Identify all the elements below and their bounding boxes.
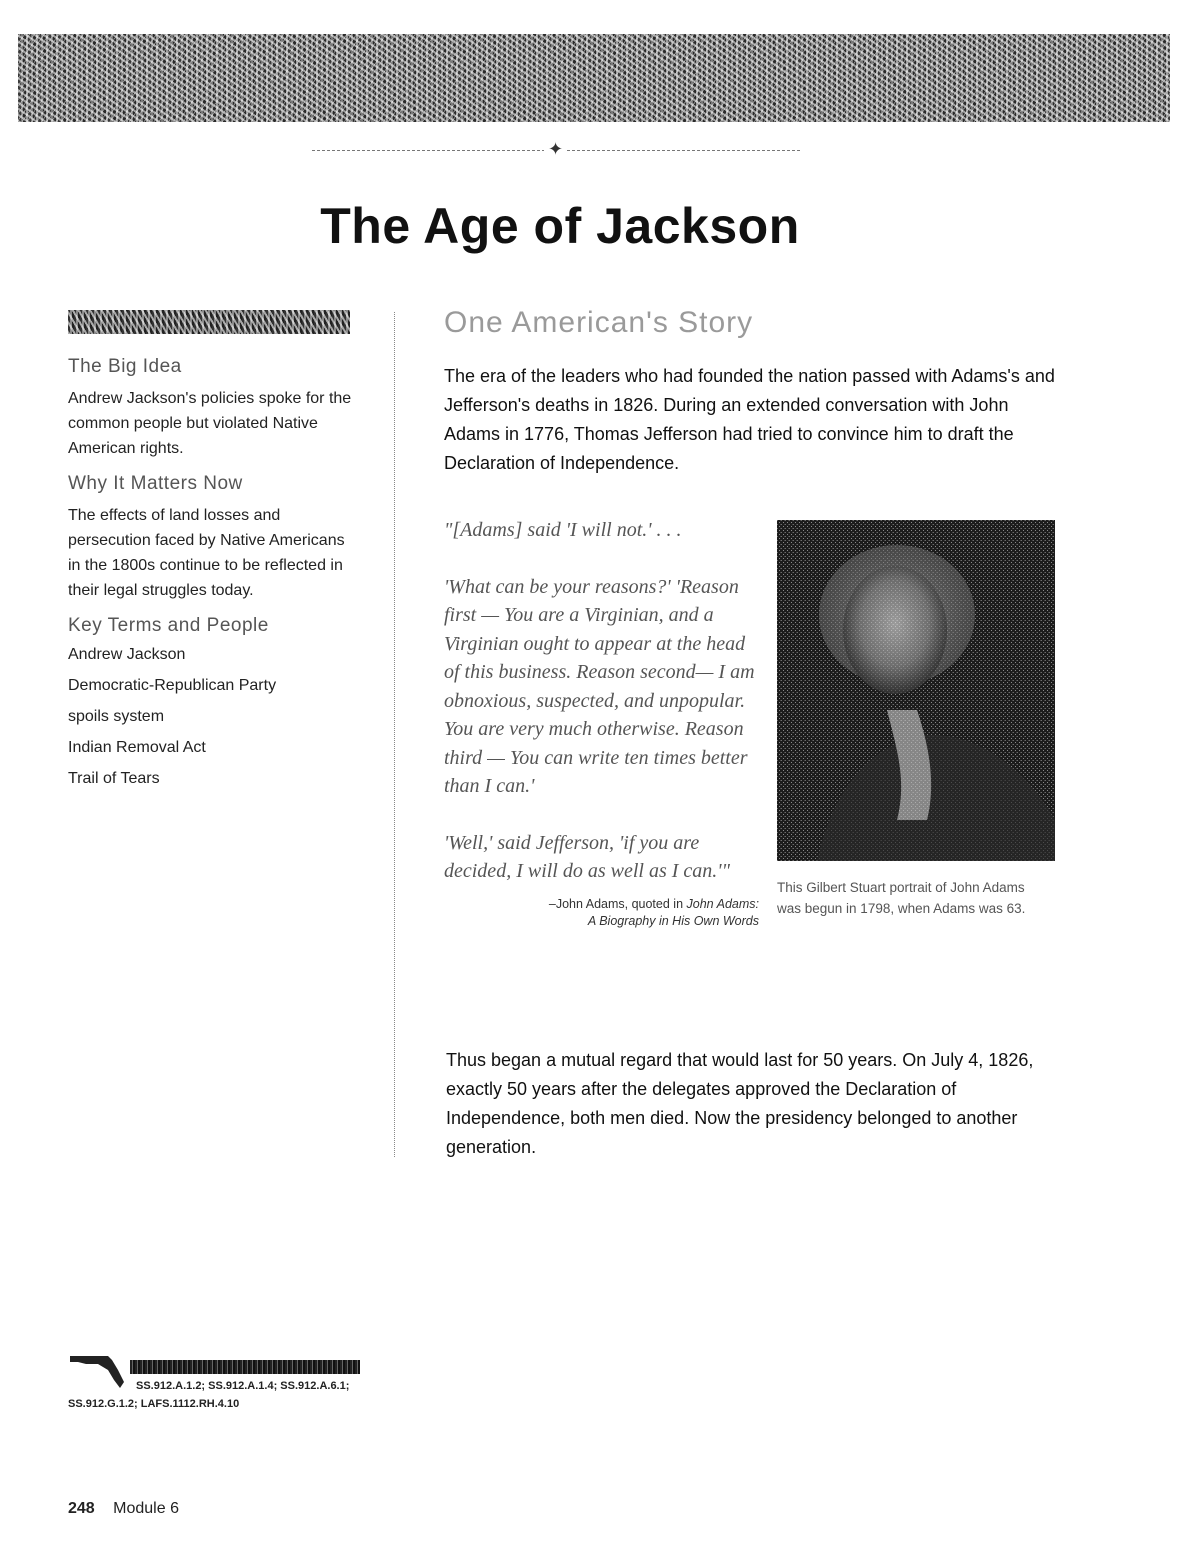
story-heading: One American's Story <box>444 306 754 339</box>
florida-icon <box>68 1350 128 1390</box>
page-footer <box>68 1500 179 1518</box>
closing-section <box>446 1046 1056 1162</box>
quote-paragraph: 'What can be your reasons?' 'Reason first — You are a Virginian, and a Virginian ought to appear at the head of this business. Reason second— I am obnoxious, suspected, and unpopular. You are very much otherwise. Reason third — You can write ten times better than I can.' <box>444 575 755 797</box>
quote-paragraph: "[Adams] said 'I will not.' . . . <box>444 519 682 541</box>
main-column <box>444 306 1064 478</box>
page-title: The Age of Jackson <box>320 197 800 254</box>
intro-paragraph: The era of the leaders who had founded the nation passed with Adams's and Jefferson's deaths in 1826. During an extended conversation with John Adams in 1776, Thomas Jefferson had tried to convince him to draft the Declaration of Independence. <box>444 366 1055 473</box>
portrait-image <box>777 520 1055 861</box>
quote-source-title: John Adams: <box>686 896 759 911</box>
top-banner <box>18 34 1170 122</box>
closing-paragraph: Thus began a mutual regard that would last for 50 years. On July 4, 1826, exactly 50 years after the delegates approved the Declaration of Independence, both men died. Now the presidency belonged to another generation. <box>446 1050 1034 1157</box>
key-term: Indian Removal Act <box>68 739 206 756</box>
quote-source-prefix: –John Adams, quoted in <box>548 896 687 911</box>
quote-source <box>444 896 759 930</box>
page-number: 248 <box>68 1500 95 1517</box>
big-idea-text: Andrew Jackson's policies spoke for the common people but violated Native American rights. <box>68 390 352 457</box>
sidebar <box>68 310 358 800</box>
key-term: Democratic-Republican Party <box>68 677 277 694</box>
portrait-caption: This Gilbert Stuart portrait of John Adams was begun in 1798, when Adams was 63. <box>777 880 1026 916</box>
key-terms-heading: Key Terms and People <box>68 615 269 636</box>
quote-paragraph: 'Well,' said Jefferson, 'if you are decided, I will do as well as I can.'" <box>444 831 730 882</box>
why-it-matters-text: The effects of land losses and persecution faced by Native Americans in the 1800s continue to be reflected in their legal struggles today. <box>68 507 345 599</box>
sidebar-header-bar <box>68 310 350 334</box>
key-term: Andrew Jackson <box>68 646 186 663</box>
standards-codes: SS.912.A.1.2; SS.912.A.1.4; SS.912.A.6.1; <box>136 1380 350 1392</box>
quote-block <box>444 516 759 930</box>
why-it-matters-heading: Why It Matters Now <box>68 473 243 494</box>
key-term: Trail of Tears <box>68 770 160 787</box>
quote-source-title: A Biography in His Own Words <box>587 913 759 928</box>
key-term: spoils system <box>68 708 165 725</box>
column-divider <box>394 312 395 1157</box>
standards-codes: SS.912.G.1.2; LAFS.1112.RH.4.10 <box>68 1398 240 1410</box>
key-terms-list <box>68 645 358 789</box>
standards-bar <box>130 1360 360 1374</box>
star-icon: ✦ <box>544 140 567 158</box>
module-label: Module 6 <box>113 1500 179 1517</box>
big-idea-heading: The Big Idea <box>68 356 182 377</box>
john-adams-portrait <box>777 520 1055 861</box>
